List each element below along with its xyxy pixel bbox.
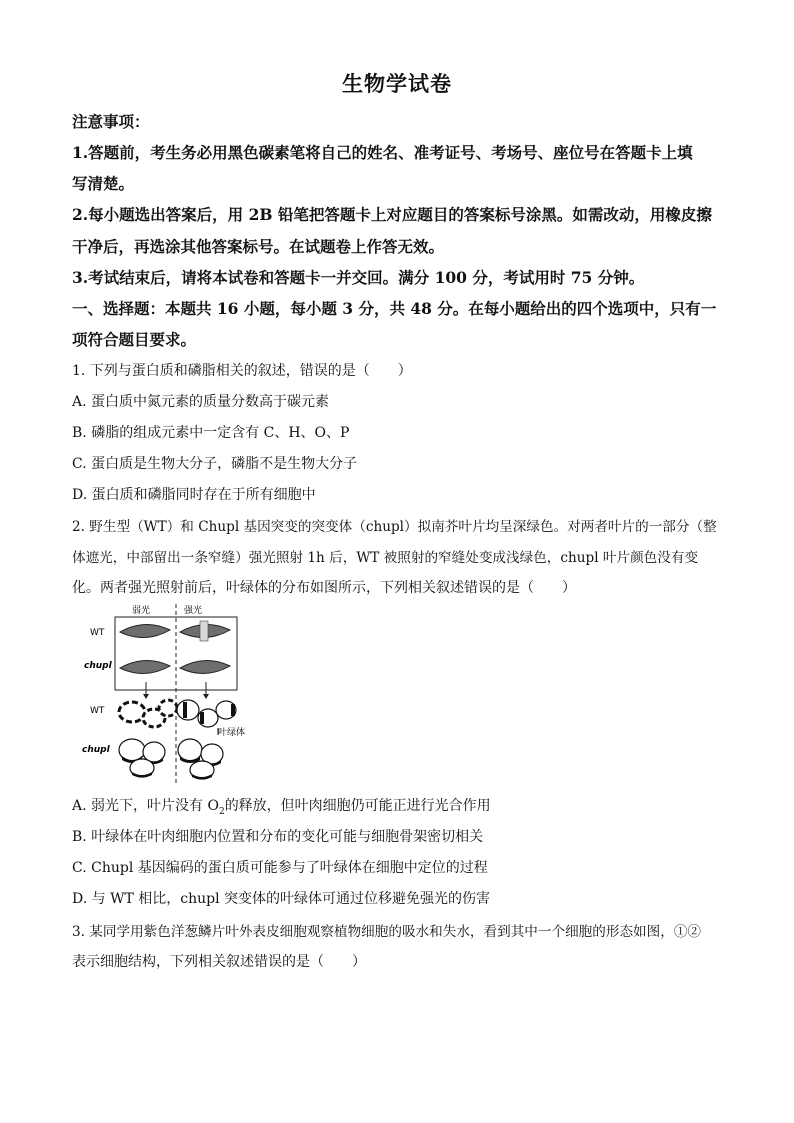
question-3-stem-line-1: 3. 某同学用紫色洋葱鳞片叶外表皮细胞观察植物细胞的吸水和失水，看到其中一个细胞的形态如图，①②: [72, 924, 702, 940]
chupl-cells-strong: [178, 739, 223, 780]
wt-leaf-weak: [120, 624, 170, 637]
question-2-option-a-text-cont: 的释放，但叶肉细胞仍可能正进行光合作用: [224, 798, 491, 814]
chupl-row-label-top: chupl: [84, 661, 112, 671]
chloroplast-label: 叶绿体: [218, 728, 246, 738]
question-2-option-d: D. 与 WT 相比，chupl 突变体的叶绿体可通过位移避免强光的伤害: [72, 891, 491, 907]
question-3-stem-line-2: 表示细胞结构，下列相关叙述错误的是（ ）: [72, 954, 366, 970]
weak-light-label: 弱光: [132, 606, 151, 616]
page-title: 生物学试卷: [342, 71, 452, 96]
question-1-stem: 1. 下列与蛋白质和磷脂相关的叙述，错误的是（ ）: [72, 363, 412, 379]
chupl-row-label-bottom: chupl: [82, 745, 110, 755]
question-1-option-c: C. 蛋白质是生物大分子，磷脂不是生物大分子: [72, 456, 358, 472]
arrow-weak-head: [143, 694, 149, 699]
chupl-leaf-weak: [120, 660, 170, 673]
notice-heading: 注意事项：: [72, 112, 150, 131]
strong-light-label: 强光: [184, 606, 203, 616]
question-2-stem-line-3: 化。两者强光照射前后，叶绿体的分布如图所示，下列相关叙述错误的是（ ）: [72, 580, 576, 596]
question-2-option-a: [72, 795, 491, 817]
question-2-option-c: C. Chupl 基因编码的蛋白质可能参与了叶绿体在细胞中定位的过程: [72, 860, 488, 876]
chupl-cells-weak: [119, 739, 165, 778]
question-2-stem-line-2: 体遮光，中部留出一条窄缝）强光照射 1h 后，WT 被照射的窄缝处变成浅绿色，chupl 叶片颜色没有变: [72, 550, 699, 566]
arrow-strong-head: [203, 694, 209, 699]
chupl-leaf-strong: [180, 660, 230, 673]
question-2-stem-line-1: 2. 野生型（WT）和 Chupl 基因突变的突变体（chupl）拟南芥叶片均呈深绿色。对两者叶片的一部分（整: [72, 519, 717, 535]
question-1-option-a: A. 蛋白质中氮元素的质量分数高于碳元素: [72, 394, 330, 410]
wt-cells-strong: [177, 700, 236, 727]
notice-item-1-cont: 写清楚。: [72, 174, 135, 193]
question-1-option-d: D. 蛋白质和磷脂同时存在于所有细胞中: [72, 487, 316, 503]
section-heading-cont: 项符合题目要求。: [72, 330, 197, 349]
notice-item-2: 2.每小题选出答案后，用 2B 铅笔把答题卡上对应题目的答案标号涂黑。如需改动，用橡皮擦: [72, 205, 712, 224]
wt-row-label-top: WT: [90, 628, 105, 638]
section-heading: 一、选择题：本题共 16 小题，每小题 3 分，共 48 分。在每小题给出的四个选项中，只有一: [72, 299, 717, 318]
wt-leaf-light-slit: [200, 621, 208, 641]
notice-item-3: 3.考试结束后，请将本试卷和答题卡一并交回。满分 100 分，考试用时 75 分钟。: [72, 268, 645, 287]
o2-subscript: 2: [218, 806, 225, 817]
wt-cells-weak: [119, 700, 177, 727]
chloroplast-distribution-figure: [80, 600, 250, 785]
notice-item-2-cont: 干净后，再选涂其他答案标号。在试题卷上作答无效。: [72, 237, 445, 256]
notice-item-1: 1.答题前，考生务必用黑色碳素笔将自己的姓名、准考证号、考场号、座位号在答题卡上填: [72, 143, 693, 162]
question-2-option-b: B. 叶绿体在叶肉细胞内位置和分布的变化可能与细胞骨架密切相关: [72, 829, 484, 845]
question-1-option-b: B. 磷脂的组成元素中一定含有 C、H、O、P: [72, 425, 350, 441]
question-2-option-a-text: A. 弱光下，叶片没有 O: [72, 798, 219, 814]
wt-row-label-bottom: WT: [90, 706, 105, 716]
